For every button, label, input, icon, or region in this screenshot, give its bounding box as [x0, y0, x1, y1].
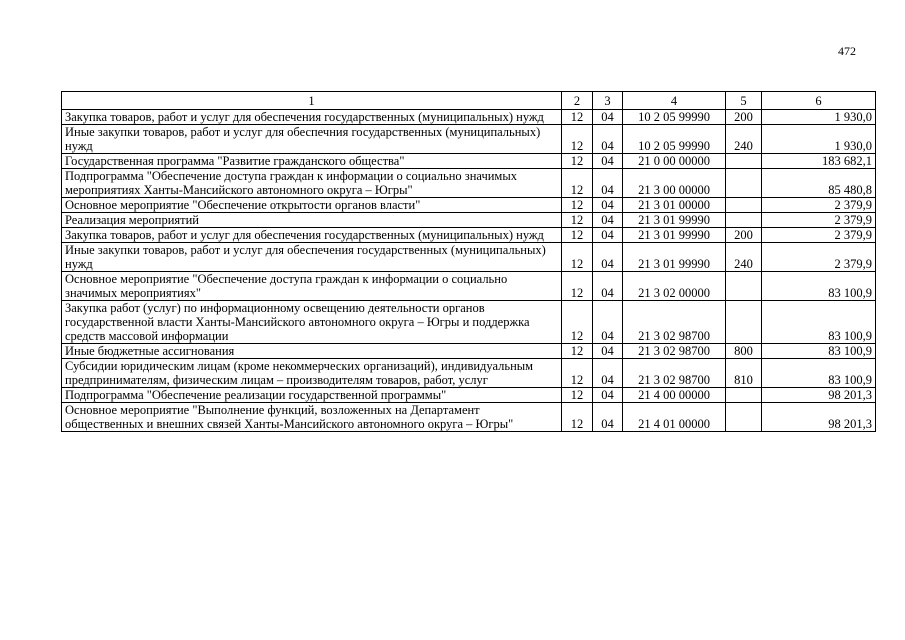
section-code: 12 [562, 213, 593, 228]
expense-type-code: 810 [726, 359, 762, 388]
row-name: Основное мероприятие "Выполнение функций, возложенных на Департамент общественных и внешних связей Ханты-Мансийского автономного округа – Югры" [62, 403, 562, 432]
column-header: 5 [726, 92, 762, 110]
row-name: Закупка товаров, работ и услуг для обеспечения государственных (муниципальных) нужд [62, 228, 562, 243]
expense-type-code: 200 [726, 110, 762, 125]
table-row [62, 403, 876, 432]
table-row [62, 198, 876, 213]
column-header: 1 [62, 92, 562, 110]
row-name: Государственная программа "Развитие гражданского общества" [62, 154, 562, 169]
target-article-code: 21 0 00 00000 [623, 154, 726, 169]
target-article-code: 21 3 02 00000 [623, 272, 726, 301]
section-code: 12 [562, 344, 593, 359]
subsection-code: 04 [593, 344, 623, 359]
expense-type-code: 240 [726, 125, 762, 154]
section-code: 12 [562, 359, 593, 388]
budget-table [61, 91, 876, 432]
section-code: 12 [562, 228, 593, 243]
column-header: 6 [762, 92, 876, 110]
amount: 183 682,1 [762, 154, 876, 169]
table-row [62, 301, 876, 344]
table-row [62, 272, 876, 301]
target-article-code: 21 3 01 99990 [623, 243, 726, 272]
section-code: 12 [562, 301, 593, 344]
expense-type-code [726, 198, 762, 213]
row-name: Закупка товаров, работ и услуг для обеспечения государственных (муниципальных) нужд [62, 110, 562, 125]
table-row [62, 243, 876, 272]
section-code: 12 [562, 125, 593, 154]
amount: 83 100,9 [762, 301, 876, 344]
expense-type-code: 200 [726, 228, 762, 243]
header-row [62, 92, 876, 110]
row-name: Иные бюджетные ассигнования [62, 344, 562, 359]
amount: 83 100,9 [762, 359, 876, 388]
table-row [62, 213, 876, 228]
table-row [62, 388, 876, 403]
expense-type-code [726, 154, 762, 169]
subsection-code: 04 [593, 169, 623, 198]
expense-type-code [726, 169, 762, 198]
target-article-code: 21 4 01 00000 [623, 403, 726, 432]
amount: 1 930,0 [762, 110, 876, 125]
table-row [62, 154, 876, 169]
amount: 98 201,3 [762, 388, 876, 403]
section-code: 12 [562, 403, 593, 432]
section-code: 12 [562, 154, 593, 169]
target-article-code: 21 4 00 00000 [623, 388, 726, 403]
amount: 2 379,9 [762, 243, 876, 272]
table-row [62, 344, 876, 359]
subsection-code: 04 [593, 228, 623, 243]
row-name: Субсидии юридическим лицам (кроме некоммерческих организаций), индивидуальным предпринимателям, физическим лицам – производителям товаров, работ, услуг [62, 359, 562, 388]
row-name: Закупка работ (услуг) по информационному освещению деятельности органов государственной власти Ханты-Мансийского автономного округа – Югры и поддержка средств массовой информации [62, 301, 562, 344]
table-row [62, 359, 876, 388]
row-name: Основное мероприятие "Обеспечение доступа граждан к информации о социально значимых мероприятиях" [62, 272, 562, 301]
page-number: 472 [838, 44, 856, 58]
expense-type-code: 800 [726, 344, 762, 359]
expense-type-code: 240 [726, 243, 762, 272]
amount: 98 201,3 [762, 403, 876, 432]
target-article-code: 21 3 00 00000 [623, 169, 726, 198]
target-article-code: 21 3 01 99990 [623, 228, 726, 243]
amount: 2 379,9 [762, 198, 876, 213]
target-article-code: 10 2 05 99990 [623, 125, 726, 154]
target-article-code: 21 3 02 98700 [623, 344, 726, 359]
table-row [62, 110, 876, 125]
subsection-code: 04 [593, 301, 623, 344]
amount: 2 379,9 [762, 213, 876, 228]
target-article-code: 21 3 01 99990 [623, 213, 726, 228]
target-article-code: 21 3 02 98700 [623, 359, 726, 388]
section-code: 12 [562, 198, 593, 213]
subsection-code: 04 [593, 110, 623, 125]
target-article-code: 21 3 01 00000 [623, 198, 726, 213]
target-article-code: 10 2 05 99990 [623, 110, 726, 125]
expense-type-code [726, 272, 762, 301]
row-name: Реализация мероприятий [62, 213, 562, 228]
amount: 1 930,0 [762, 125, 876, 154]
subsection-code: 04 [593, 198, 623, 213]
amount: 85 480,8 [762, 169, 876, 198]
section-code: 12 [562, 272, 593, 301]
subsection-code: 04 [593, 213, 623, 228]
subsection-code: 04 [593, 359, 623, 388]
amount: 2 379,9 [762, 228, 876, 243]
section-code: 12 [562, 388, 593, 403]
table-row [62, 125, 876, 154]
subsection-code: 04 [593, 243, 623, 272]
subsection-code: 04 [593, 125, 623, 154]
expense-type-code [726, 213, 762, 228]
subsection-code: 04 [593, 154, 623, 169]
expense-type-code [726, 403, 762, 432]
subsection-code: 04 [593, 388, 623, 403]
row-name: Иные закупки товаров, работ и услуг для обеспечния государственных (муниципальных) нужд [62, 125, 562, 154]
column-header: 3 [593, 92, 623, 110]
expense-type-code [726, 388, 762, 403]
section-code: 12 [562, 169, 593, 198]
row-name: Подпрограмма "Обеспечение реализации государственной программы" [62, 388, 562, 403]
amount: 83 100,9 [762, 272, 876, 301]
column-header: 4 [623, 92, 726, 110]
subsection-code: 04 [593, 403, 623, 432]
section-code: 12 [562, 243, 593, 272]
table-row [62, 169, 876, 198]
section-code: 12 [562, 110, 593, 125]
expense-type-code [726, 301, 762, 344]
row-name: Иные закупки товаров, работ и услуг для обеспечения государственных (муниципальных) нужд [62, 243, 562, 272]
column-header: 2 [562, 92, 593, 110]
row-name: Подпрограмма "Обеспечение доступа граждан к информации о социально значимых мероприятиях Ханты-Мансийского автономного округа – Югры" [62, 169, 562, 198]
row-name: Основное мероприятие "Обеспечение открытости органов власти" [62, 198, 562, 213]
target-article-code: 21 3 02 98700 [623, 301, 726, 344]
table-row [62, 228, 876, 243]
amount: 83 100,9 [762, 344, 876, 359]
subsection-code: 04 [593, 272, 623, 301]
